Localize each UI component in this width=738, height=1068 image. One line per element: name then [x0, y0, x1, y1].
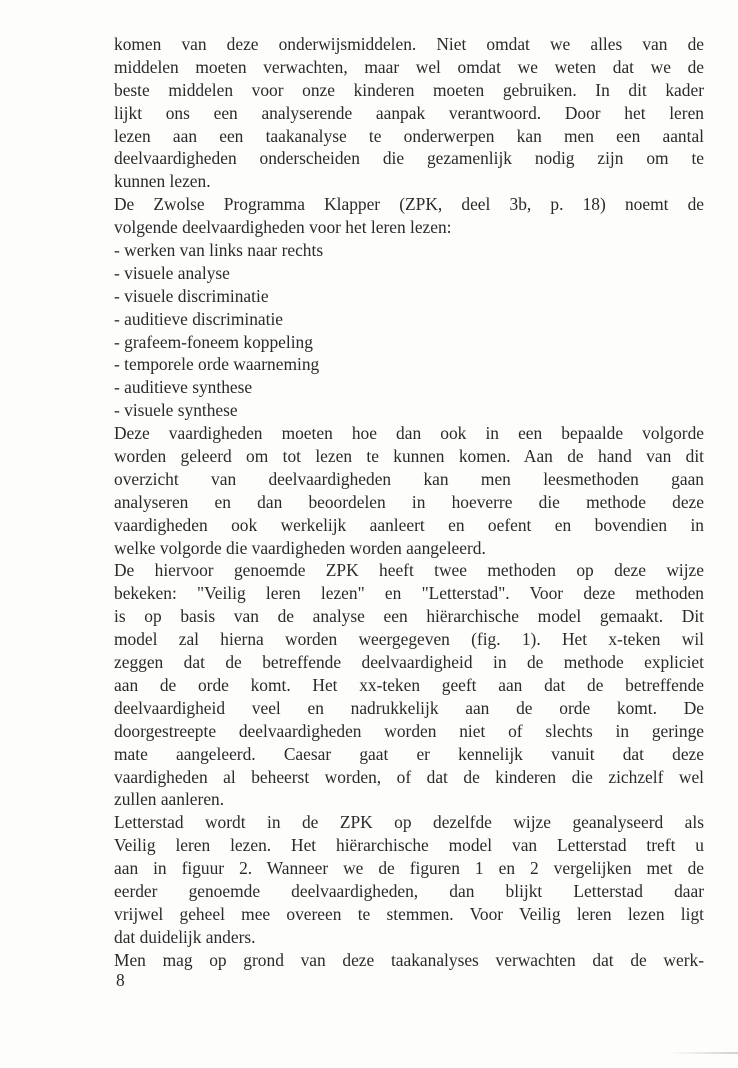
- text-line: volgende deelvaardigheden voor het leren lezen:: [114, 217, 452, 238]
- text-line: - werken van links naar rechts: [114, 240, 324, 261]
- page-number: 8: [116, 970, 125, 990]
- text-line: - grafeem-foneem koppeling: [114, 331, 313, 352]
- text-line: Letterstad wordt in de ZPK op dezelfde wijze geanalyseerd als: [114, 812, 704, 833]
- text-line: aan de orde komt. Het xx-teken geeft aan dat de betreffende: [114, 674, 704, 695]
- text-line: kunnen lezen.: [114, 171, 211, 192]
- text-line: middelen moeten verwachten, maar wel omdat we weten dat we de: [114, 56, 704, 77]
- text-line: lijkt ons een analyserende aanpak verantwoord. Door het leren: [114, 102, 704, 123]
- text-line: Veilig leren lezen. Het hiërarchische model van Letterstad treft u: [114, 835, 704, 856]
- text-line: mate aangeleerd. Caesar gaat er kennelijk vanuit dat deze: [114, 743, 704, 764]
- text-line: deelvaardigheid veel en nadrukkelijk aan de orde komt. De: [114, 697, 704, 718]
- text-line: komen van deze onderwijsmiddelen. Niet omdat we alles van de: [114, 34, 704, 54]
- text-line: welke volgorde die vaardigheden worden aangeleerd.: [114, 537, 486, 558]
- text-line: vaardigheden al beheerst worden, of dat de kinderen die zichzelf wel: [114, 766, 704, 787]
- text-line: model zal hierna worden weergegeven (fig. 1). Het x-teken wil: [114, 629, 704, 650]
- text-line: analyseren en dan beoordelen in hoeverre die methode deze: [114, 491, 704, 512]
- text-line: doorgestreepte deelvaardigheden worden niet of slechts in geringe: [114, 720, 704, 741]
- text-line: vaardigheden ook werkelijk aanleert en oefent en bovendien in: [114, 514, 704, 535]
- text-line: eerder genoemde deelvaardigheden, dan blijkt Letterstad daar: [114, 880, 704, 901]
- text-line: - visuele discriminatie: [114, 285, 269, 306]
- text-line: zeggen dat de betreffende deelvaardigheid in de methode expliciet: [114, 652, 704, 673]
- text-line: - temporele orde waarneming: [114, 354, 320, 375]
- text-line: - auditieve synthese: [114, 377, 253, 398]
- body-text: [114, 33, 704, 972]
- text-line: aan in figuur 2. Wanneer we de figuren 1 en 2 vergelijken met de: [114, 858, 704, 879]
- text-line: Men mag op grond van deze taakanalyses verwachten dat de werk-: [114, 949, 704, 970]
- text-line: lezen aan een taakanalyse te onderwerpen kan men een aantal: [114, 125, 704, 146]
- page-edge-shadow: [668, 1052, 738, 1054]
- text-line: bekeken: "Veilig leren lezen" en "Letterstad". Voor deze methoden: [114, 583, 704, 604]
- text-line: overzicht van deelvaardigheden kan men leesmethoden gaan: [114, 468, 704, 489]
- text-line: De hiervoor genoemde ZPK heeft twee methoden op deze wijze: [114, 560, 704, 581]
- text-line: beste middelen voor onze kinderen moeten gebruiken. In dit kader: [114, 79, 704, 100]
- text-line: is op basis van de analyse een hiërarchische model gemaakt. Dit: [114, 606, 704, 627]
- text-line: dat duidelijk anders.: [114, 926, 256, 947]
- text-line: - visuele analyse: [114, 262, 230, 283]
- text-line: - auditieve discriminatie: [114, 308, 284, 329]
- text-line: deelvaardigheden onderscheiden die gezamenlijk nodig zijn om te: [114, 148, 704, 169]
- text-line: Deze vaardigheden moeten hoe dan ook in een bepaalde volgorde: [114, 423, 704, 444]
- text-line: De Zwolse Programma Klapper (ZPK, deel 3b, p. 18) noemt de: [114, 194, 704, 215]
- text-line: worden geleerd om tot lezen te kunnen komen. Aan de hand van dit: [114, 446, 704, 467]
- text-line: zullen aanleren.: [114, 789, 225, 810]
- text-line: - visuele synthese: [114, 400, 238, 421]
- text-line: vrijwel geheel mee overeen te stemmen. Voor Veilig leren lezen ligt: [114, 903, 704, 924]
